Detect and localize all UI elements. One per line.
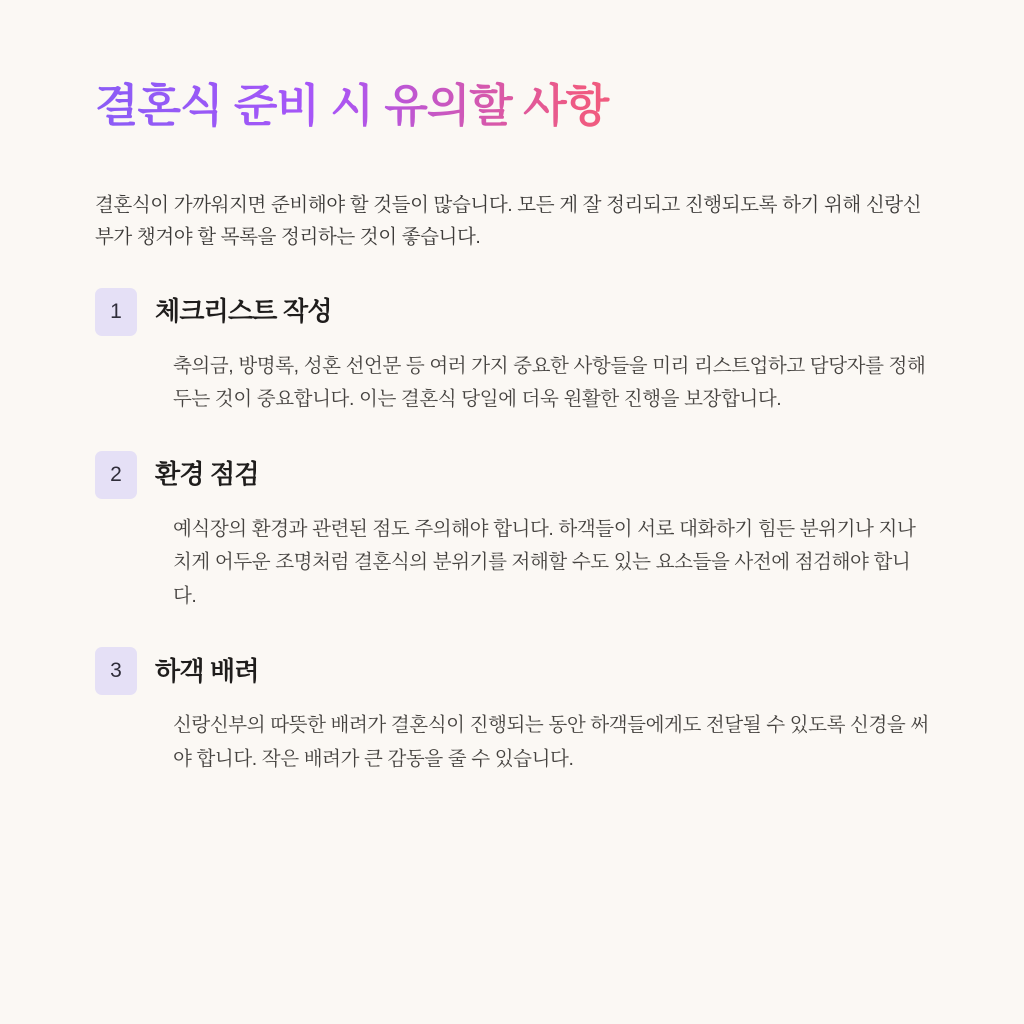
list-item — [95, 647, 929, 776]
list-item-header — [95, 647, 929, 695]
page-title: 결혼식 준비 시 유의할 사항 — [95, 78, 929, 134]
intro-paragraph: 결혼식이 가까워지면 준비해야 할 것들이 많습니다. 모든 게 잘 정리되고 진행되도록 하기 위해 신랑신부가 챙겨야 할 목록을 정리하는 것이 좋습니다. — [95, 194, 922, 249]
item-number-badge: 2 — [95, 451, 137, 499]
list-item-header — [95, 451, 929, 499]
list-item — [95, 288, 929, 417]
item-title: 하객 배려 — [155, 655, 259, 686]
item-number-badge: 3 — [95, 647, 137, 695]
item-body: 예식장의 환경과 관련된 점도 주의해야 합니다. 하객들이 서로 대화하기 힘든 분위기나 지나치게 어두운 조명처럼 결혼식의 분위기를 저해할 수도 있는 요소들을 사전에 점검해야 합니다. — [173, 517, 916, 607]
item-body: 신랑신부의 따뜻한 배려가 결혼식이 진행되는 동안 하객들에게도 전달될 수 있도록 신경을 써야 합니다. 작은 배려가 큰 감동을 줄 수 있습니다. — [173, 714, 929, 770]
item-number-badge: 1 — [95, 288, 137, 336]
item-title: 체크리스트 작성 — [155, 296, 332, 326]
list-item-header — [95, 288, 929, 336]
item-title: 환경 점검 — [155, 459, 259, 490]
list-item — [95, 451, 929, 614]
item-body: 축의금, 방명록, 성혼 선언문 등 여러 가지 중요한 사항들을 미리 리스트업하고 담당자를 정해두는 것이 중요합니다. 이는 결혼식 당일에 더욱 원활한 진행을 보장합니다. — [173, 354, 926, 411]
checklist-items — [95, 288, 929, 777]
